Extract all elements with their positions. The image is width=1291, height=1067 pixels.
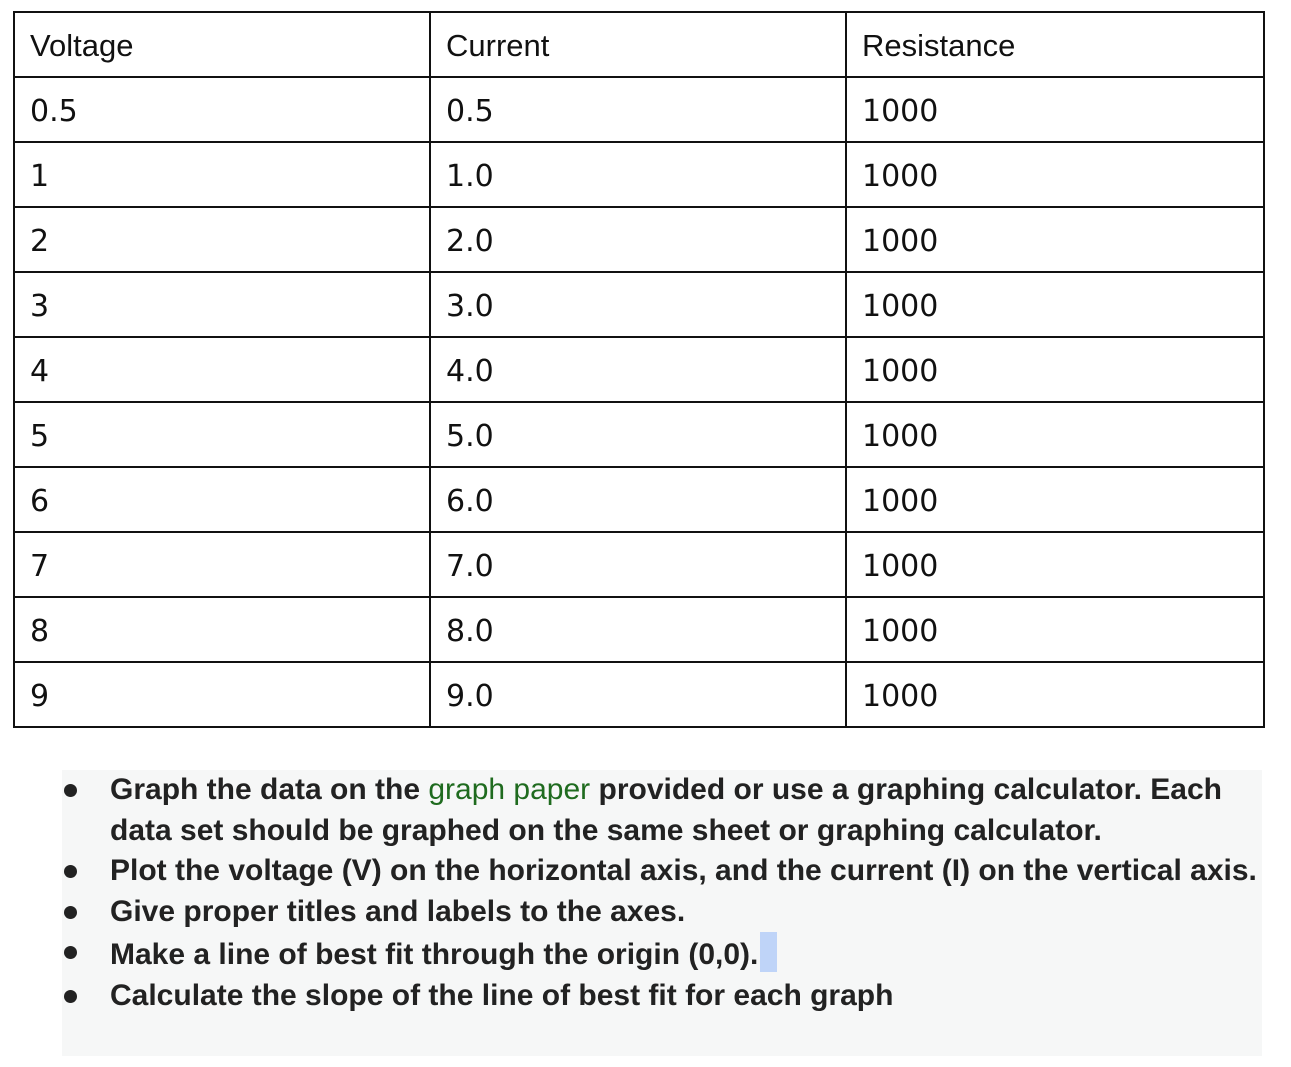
current-cell: 7.0 bbox=[430, 532, 846, 597]
graph-paper-link[interactable]: graph paper bbox=[428, 773, 591, 806]
header-voltage: Voltage bbox=[14, 12, 430, 77]
voltage-cell: 1 bbox=[14, 142, 430, 207]
voltage-cell: 0.5 bbox=[14, 77, 430, 142]
current-cell: 4.0 bbox=[430, 337, 846, 402]
table-row bbox=[14, 467, 1264, 532]
table-row bbox=[14, 142, 1264, 207]
current-cell: 3.0 bbox=[430, 272, 846, 337]
table-row bbox=[14, 272, 1264, 337]
instruction-item-plot bbox=[62, 851, 1262, 892]
bullet-icon bbox=[64, 784, 77, 797]
instruction-text: Plot the voltage (V) on the horizontal axis, and the current (I) on the vertical axis. bbox=[110, 854, 1257, 887]
resistance-cell: 1000 bbox=[846, 207, 1264, 272]
resistance-cell: 1000 bbox=[846, 77, 1264, 142]
table-row bbox=[14, 402, 1264, 467]
voltage-cell: 9 bbox=[14, 662, 430, 727]
current-cell: 5.0 bbox=[430, 402, 846, 467]
bullet-icon bbox=[64, 865, 77, 878]
instruction-item-slope bbox=[62, 976, 1262, 1017]
instruction-item-best-fit bbox=[62, 932, 1262, 976]
voltage-cell: 5 bbox=[14, 402, 430, 467]
resistance-cell: 1000 bbox=[846, 272, 1264, 337]
instruction-text: Give proper titles and labels to the axes. bbox=[110, 894, 686, 928]
current-cell: 1.0 bbox=[430, 142, 846, 207]
current-cell: 9.0 bbox=[430, 662, 846, 727]
text-selection-highlight bbox=[760, 932, 777, 972]
header-current: Current bbox=[430, 12, 846, 77]
resistance-cell: 1000 bbox=[846, 142, 1264, 207]
voltage-cell: 4 bbox=[14, 337, 430, 402]
table-row bbox=[14, 77, 1264, 142]
voltage-cell: 8 bbox=[14, 597, 430, 662]
instruction-item-graph bbox=[62, 770, 1262, 851]
instruction-text: Make a line of best fit through the origin (0,0). bbox=[110, 938, 759, 971]
table-row bbox=[14, 207, 1264, 272]
instruction-text: provided or use a graphing calculator. Each data set should be graphed on the same sheet or graphing calculator. bbox=[110, 773, 1222, 847]
instruction-text: Calculate the slope of the line of best fit for each graph bbox=[110, 978, 894, 1012]
bullet-icon bbox=[64, 906, 77, 919]
resistance-cell: 1000 bbox=[846, 532, 1264, 597]
resistance-cell: 1000 bbox=[846, 467, 1264, 532]
table-row bbox=[14, 532, 1264, 597]
voltage-cell: 7 bbox=[14, 532, 430, 597]
instruction-item-titles bbox=[62, 892, 1262, 933]
resistance-cell: 1000 bbox=[846, 597, 1264, 662]
resistance-cell: 1000 bbox=[846, 337, 1264, 402]
data-table bbox=[13, 11, 1265, 728]
instructions-panel bbox=[62, 770, 1262, 1056]
voltage-cell: 2 bbox=[14, 207, 430, 272]
table-header-row bbox=[14, 12, 1264, 77]
resistance-cell: 1000 bbox=[846, 402, 1264, 467]
table-row bbox=[14, 337, 1264, 402]
instructions-list bbox=[62, 770, 1262, 1016]
current-cell: 6.0 bbox=[430, 467, 846, 532]
table-row bbox=[14, 597, 1264, 662]
current-cell: 2.0 bbox=[430, 207, 846, 272]
instruction-text: Graph the data on the bbox=[110, 773, 429, 806]
table-row bbox=[14, 662, 1264, 727]
header-resistance: Resistance bbox=[846, 12, 1264, 77]
current-cell: 0.5 bbox=[430, 77, 846, 142]
bullet-icon bbox=[64, 946, 77, 959]
voltage-cell: 6 bbox=[14, 467, 430, 532]
current-cell: 8.0 bbox=[430, 597, 846, 662]
resistance-cell: 1000 bbox=[846, 662, 1264, 727]
voltage-cell: 3 bbox=[14, 272, 430, 337]
bullet-icon bbox=[64, 990, 77, 1003]
